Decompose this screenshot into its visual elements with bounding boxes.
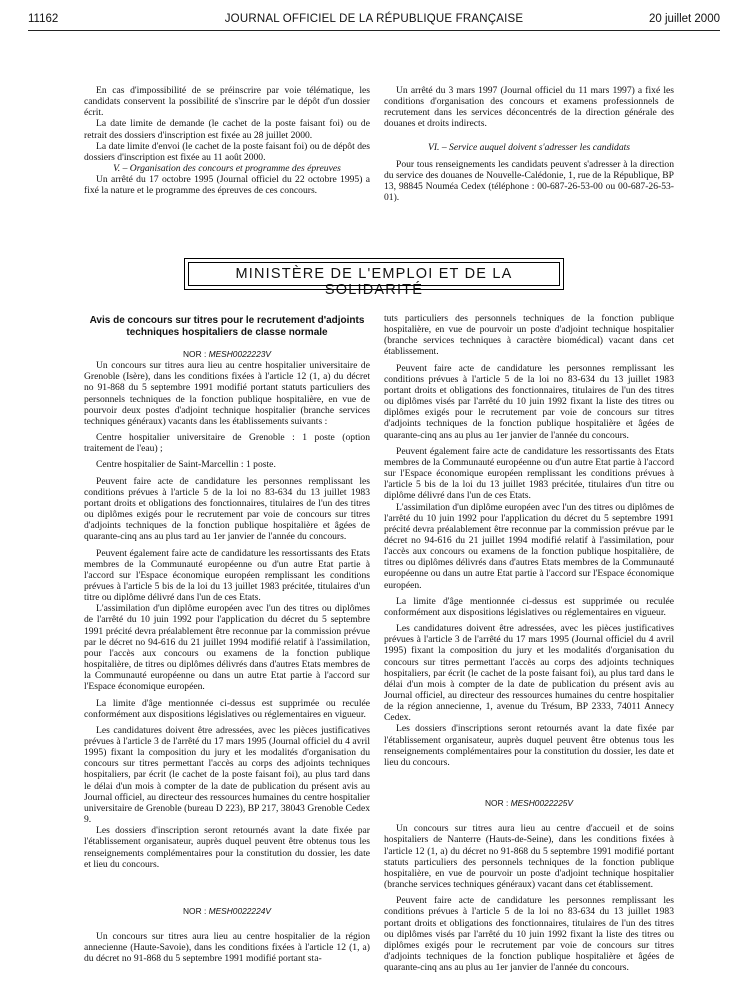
paragraph: Les dossiers d'inscriptions seront retournés avant la date fixée par l'établissement organisateur, auprès duquel peuvent être obtenus tous les renseignements complémentaires pour la constitution du dossier, les date et lieu du concours. [384, 723, 674, 768]
paragraph: Centre hospitalier universitaire de Grenoble : 1 poste (option traitement de l'eau) ; [84, 432, 370, 455]
top-left-column [84, 85, 370, 197]
paragraph: Peuvent faire acte de candidature les personnes remplissant les conditions prévues à l'article 5 de la loi no 83-634 du 13 juillet 1983 portant droits et obligations des fonctionnaires, titulaires de l'un des titres ou diplômes exigés pour le recrutement par voie de concours sur titres d'adjoints techniques de la fonction publique hospitalière et âgées de quarante-cinq ans au plus tard au 1er janvier de l'année du concours. [84, 475, 370, 543]
paragraph: Un concours sur titres aura lieu au centre hospitalier universitaire de Grenoble (Isère), dans les conditions fixées à l'article 12 (1, a) du décret no 91-868 du 5 septembre 1991 modifié portant statuts particuliers des personnels techniques de la fonction publique hospitalière, en vue de pourvoir deux postes d'adjoint technique hospitalier (branche services techniques généraux) vacants dans les établissements suivants : [84, 360, 370, 427]
paragraph: En cas d'impossibilité de se préinscrire par voie télématique, les candidats conservent la possibilité de s'inscrire par le dépôt d'un dossier écrit. [84, 85, 370, 119]
nor-reference: NOR : MESH0022225V [485, 798, 573, 809]
paragraph: Peuvent faire acte de candidature les personnes remplissant les conditions prévues à l'article 5 de la loi no 83-634 du 13 juillet 1983 portant droits et obligations des fonctionnaires, titulaires de l'un des titres ou diplômes visés par l'arrêté du 10 juin 1992 fixant la liste des titres ou diplômes exigés pour le recrutement par voie de concours sur titres d'adjoints techniques de la fonction publique hospitalière et âgées de quarante-cinq ans au plus au 1er janvier de l'année du concours. [384, 362, 674, 441]
paragraph: L'assimilation d'un diplôme européen avec l'un des titres ou diplômes de l'arrêté du 10 juin 1992 pour l'application du décret du 5 septembre 1991 précité devra préalablement être reconnue par la commission prévue par le décret no 94-616 du 21 juillet 1994 modifié relatif à l'assimilation, pour l'accès aux concours ou examens de la fonction publique hospitalière, de titres ou diplômes délivrés dans d'autres Etats membres de la Communauté européenne ou dans un autre Etat partie à l'accord sur l'Espace économique européen. [384, 501, 675, 591]
paragraph: Peuvent faire acte de candidature les personnes remplissant les conditions prévues à l'article 5 de la loi no 83-634 du 13 juillet 1983 portant droits et obligations des fonctionnaires, titulaires de l'un des titres ou diplômes visés par l'arrêté du 10 juin 1992 fixant la liste des titres ou diplômes exigés pour le recrutement par voie de concours sur titres d'adjoints techniques de la fonction publique hospitalière et âgées de quarante-cinq ans au plus au 1er janvier de l'année du concours. [384, 895, 674, 974]
paragraph: Pour tous renseignements les candidats peuvent s'adresser à la direction du service des douanes de Nouvelle-Calédonie, 1, rue de la République, BP 13, 98845 Nouméa Cedex (téléphone : 00-687-26-53-00 ou 00-687-26-53-01). [384, 158, 674, 204]
top-right-column [384, 85, 674, 203]
paragraph: Les dossiers d'inscription seront retournés avant la date fixée par l'établissement organisateur, auprès duquel peuvent être obtenus tous les renseignements complémentaires pour la constitution du dossier, les date et lieu du concours. [84, 825, 370, 870]
paragraph: Un arrêté du 3 mars 1997 (Journal officiel du 11 mars 1997) a fixé les conditions d'organisation des concours et examens professionnels de recrutement dans les services déconcentrés de la direction générale des douanes et droits indirects. [384, 85, 674, 130]
paragraph: Peuvent également faire acte de candidature les ressortissants des Etats membres de la Communauté européenne ou d'un autre Etat partie à l'accord sur l'Espace économique européen remplissant les conditions prévues à l'article 5 bis de la loi du 13 juillet 1983 précitée, titulaires d'un titre ou diplôme délivré dans l'un de ces Etats. [84, 547, 370, 604]
page-number: 11162 [28, 13, 59, 25]
nor-reference: NOR : MESH0022223V [183, 349, 271, 359]
page-header [28, 8, 720, 31]
journal-title: JOURNAL OFFICIEL DE LA RÉPUBLIQUE FRANÇAISE [224, 13, 524, 25]
paragraph: La limite d'âge mentionnée ci-dessus est supprimée ou reculée conformément aux dispositions législatives ou réglementaires en vigueur. [84, 697, 370, 720]
paragraph: Les candidatures doivent être adressées, avec les pièces justificatives prévues à l'article 3 de l'arrêté du 17 mars 1995 (Journal officiel du 4 avril 1995) fixant la composition du jury et les modalités d'organisation du concours sur titres permettant l'accès au corps des adjoints techniques hospitaliers, par écrit (le cachet de la poste faisant foi), au plus tard dans le délai d'un mois à compter de la date de publication du présent avis au Journal officiel, au directeur des ressources humaines du centre hospitalier universitaire de Grenoble (bureau D 223), BP 217, 38043 Grenoble Cedex 9. [84, 724, 370, 826]
paragraph: Centre hospitalier de Saint-Marcellin : 1 poste. [96, 459, 276, 471]
nor-reference: NOR : MESH0022224V [183, 905, 271, 916]
paragraph: La date limite de demande (le cachet de la poste faisant foi) ou de retrait des dossiers d'inscription est fixée au 28 juillet 2000. [84, 118, 370, 141]
paragraph: tuts particuliers des personnels techniques de la fonction publique hospitalière, en vue de pourvoir un poste d'adjoint technique hospitalier (branche services techniques à caractère biomédical) vacant dans cet établissement. [384, 313, 674, 358]
ministry-banner [184, 258, 564, 298]
paragraph: Un concours sur titres aura lieu au centre d'accueil et de soins hospitaliers de Nanterre (Hauts-de-Seine), dans les conditions fixées à l'article 12 (1, a) du décret no 91-868 du 5 septembre 1991 modifié portant statuts particuliers des personnels techniques de la fonction publique hospitalière, en vue de pourvoir un poste d'adjoint technique hospitalier (branche services techniques généraux) vacant dans cet établissement. [384, 823, 674, 891]
paragraph: Peuvent également faire acte de candidature les ressortissants des Etats membres de la Communauté européenne ou d'un autre Etat partie à l'accord sur l'Espace économique européen remplissant les conditions prévues à l'article 5 bis de la loi du 13 juillet 1983 précitée, titulaires d'un titre ou diplôme délivré dans l'un de ces Etats. [384, 445, 674, 502]
issue-date: 20 juillet 2000 [649, 13, 720, 25]
paragraph: La limite d'âge mentionnée ci-dessus est supprimée ou reculée conformément aux dispositions législatives ou réglementaires en vigueur. [384, 595, 674, 618]
ministry-title: MINISTÈRE DE L'EMPLOI ET DE LA SOLIDARITÉ [235, 266, 513, 298]
paragraph: L'assimilation d'un diplôme européen avec l'un des titres ou diplômes de l'arrêté du 10 juin 1992 pour l'application du décret du 5 septembre 1991 précité devra préalablement être reconnue par la commission prévue par le décret no 94-616 du 21 juillet 1994 modifié relatif à l'assimilation, pour l'accès aux concours ou examens de la fonction publique hospitalière, de titres ou diplômes délivrés dans d'autres Etats membres de la Communauté européenne ou dans un autre Etat partie à l'accord sur l'Espace économique européen. [84, 603, 370, 693]
paragraph: La date limite d'envoi (le cachet de la poste faisant foi) ou de dépôt des dossiers d'inscription est fixée au 11 août 2000. [84, 140, 370, 163]
section-heading: V. – Organisation des concours et programme des épreuves [113, 163, 341, 175]
notice-title: Avis de concours sur titres pour le recrutement d'adjoints techniques hospitaliers de classe normale [89, 315, 365, 338]
paragraph: Un concours sur titres aura lieu au centre hospitalier de la région annecienne (Haute-Savoie), dans les conditions fixées à l'article 12 (1, a) du décret no 91-868 du 5 septembre 1991 modifié portant sta- [84, 931, 370, 965]
bottom-right-column [384, 313, 674, 973]
bottom-left-column [84, 313, 370, 965]
paragraph: Les candidatures doivent être adressées, avec les pièces justificatives prévues à l'article 3 de l'arrêté du 17 mars 1995 (Journal officiel du 4 avril 1995) fixant la composition du jury et les modalités d'organisation du concours sur titres permettant l'accès au corps des adjoints techniques hospitaliers, par écrit (le cachet de la poste faisant foi), au plus tard dans le délai d'un mois à compter de la date de publication du présent avis au Journal officiel, au directeur des ressources humaines du centre hospitalier de la région annecienne, 1, avenue du Trésum, BP 2333, 74011 Annecy Cedex. [384, 623, 674, 724]
paragraph: Un arrêté du 17 octobre 1995 (Journal officiel du 22 octobre 1995) a fixé la nature et le programme des épreuves de ces concours. [84, 174, 370, 197]
section-heading: VI. – Service auquel doivent s'adresser les candidats [427, 141, 631, 153]
